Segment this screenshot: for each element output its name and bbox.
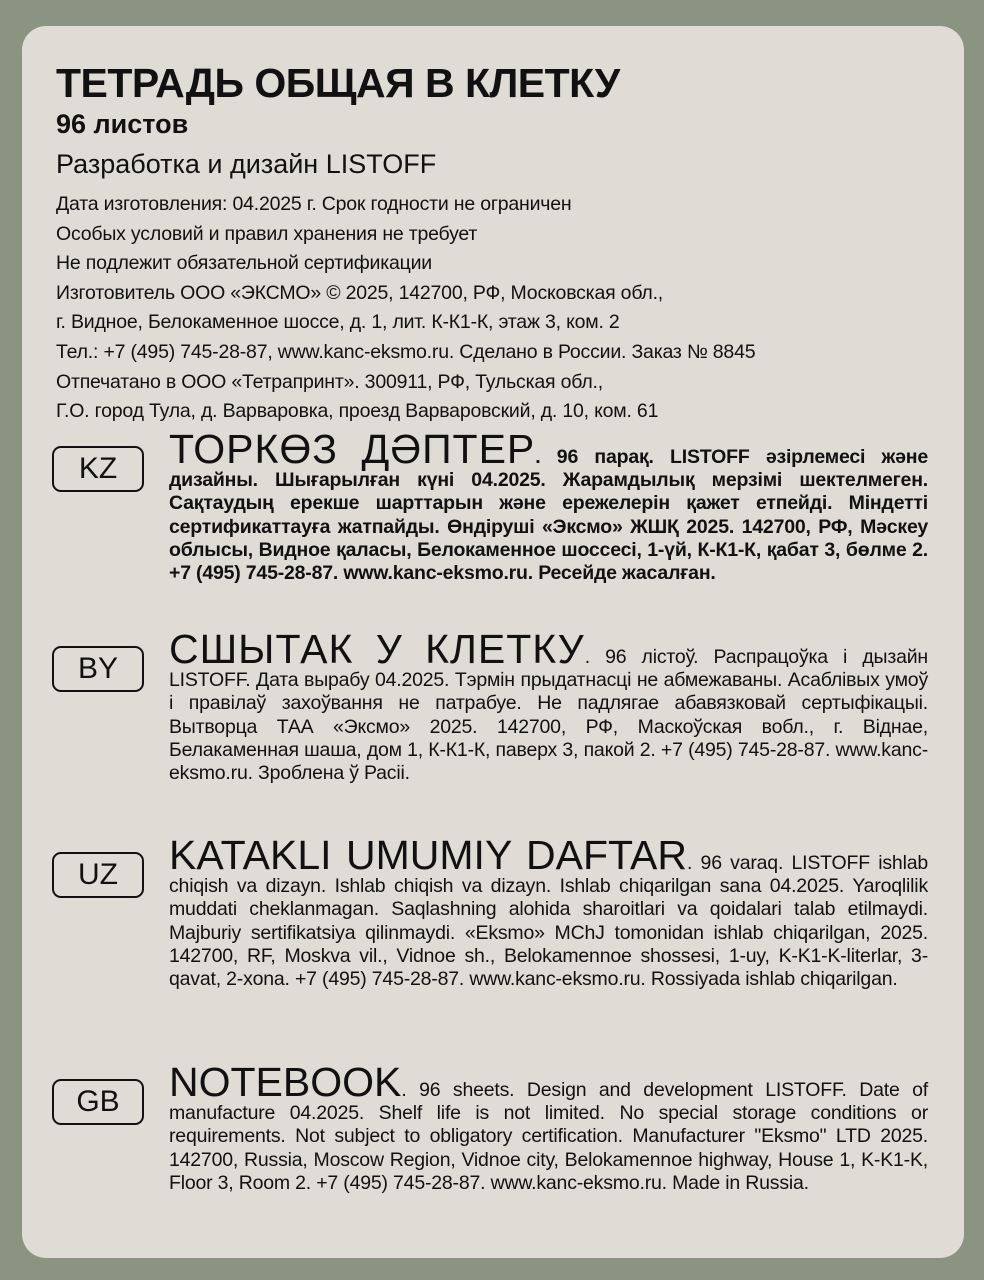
info-line: Особых условий и правил хранения не требует <box>56 222 478 245</box>
page-title: ТЕТРАДЬ ОБЩАЯ В КЛЕТКУ <box>56 60 620 106</box>
info-line: Тел.: +7 (495) 745-28-87, www.kanc-eksmo.ru. Сделано в России. Заказ № 8845 <box>56 340 756 363</box>
section-body-gb: . 96 sheets. Design and development LISTOFF. Date of manufacture 04.2025. Shelf life is not limited. No special storage conditions or requirements. Not subject to obligatory certification. Manufacturer "Eksmo" LTD 2025. 142700, Russia, Moscow Region, Vidnoe city, Belokamennoe highway, House 1, K-K1-K, Floor 3, Room 2. +7 (495) 745-28-87. www.kanc-eksmo.ru. Made in Russia. <box>169 1079 928 1194</box>
section-text-by <box>169 626 929 785</box>
design-credit: Разработка и дизайн LISTOFF <box>56 149 437 179</box>
country-badge-gb: GB <box>52 1079 144 1125</box>
section-text-gb <box>169 1059 928 1195</box>
section-text-uz <box>169 832 928 991</box>
section-body-by: . 96 лістоў. Распрацоўка і дызайн LISTOFF. Дата вырабу 04.2025. Тэрмін прыдатнасці не абмежаваны. Асаблівых умоў і правілаў захоўвання не патрабуе. Не падлягае абавязковай сертыфікацыі. Вытворца ТАА «Эксмо» 2025. 142700, РФ, Маскоўская вобл., г. Віднае, Белакаменная шаша, дом 1, К-К1-К, паверх 3, пакой 2. +7 (495) 745-28-87. www.kanc-eksmo.ru. Зроблена ў Расіі. <box>169 646 929 785</box>
section-body-kz: . 96 парақ. LISTOFF әзірлемесі және дизайны. Шығарылған күні 04.2025. Жарамдылық мерзімі шектелмеген. Сақтаудың ерекше шарттарын және ережелерін қажет етпейді. Міндетті сертификаттауға жатпайды. Өндіруші «Эксмо» ЖШҚ 2025. 142700, РФ, Мәскеу облысы, Видное қаласы, Белокаменное шоссесі, 1-үй, К-К1-К, қабат 3, бөлме 2. +7 (495) 745-28-87. www.kanc-eksmo.ru. Ресейде жасалған. <box>169 446 928 585</box>
section-heading-gb: NOTEBOOK <box>169 1059 402 1105</box>
info-line: г. Видное, Белокаменное шоссе, д. 1, лит. К-К1-К, этаж 3, ком. 2 <box>56 311 620 334</box>
info-line: Дата изготовления: 04.2025 г. Срок годности не ограничен <box>56 193 572 215</box>
label-card <box>22 26 964 1258</box>
sheet-count: 96 листов <box>56 109 189 139</box>
country-badge-by: BY <box>52 646 144 692</box>
country-badge-kz: KZ <box>52 446 144 492</box>
info-line: Г.О. город Тула, д. Варваровка, проезд Варваровский, д. 10, ком. 61 <box>56 400 659 423</box>
product-info <box>56 190 936 427</box>
info-line: Изготовитель ООО «ЭКСМО» © 2025, 142700, РФ, Московская обл., <box>56 281 664 304</box>
section-heading-uz: KATAKLI UMUMIY DAFTAR <box>169 832 688 878</box>
country-badge-uz: UZ <box>52 852 144 898</box>
section-body-uz: . 96 varaq. LISTOFF ishlab chiqish va dizayn. Ishlab chiqish va dizayn. Ishlab chiqarilgan sana 04.2025. Yaroqlilik muddati cheklanmagan. Saqlashning alohida sharoitlari va qoidalari talab etilmaydi. Majburiy sertifikatsiya qilinmaydi. «Eksmo» MChJ tomonidan ishlab chiqarilgan, 2025. 142700, RF, Moskva vil., Vidnoe sh., Belokamennoe shossesi, 1-uy, K-K1-K-literlar, 3-qavat, 2-xona. +7 (495) 745-28-87. www.kanc-eksmo.ru. Rossiyada ishlab chiqarilgan. <box>169 852 928 991</box>
info-line: Отпечатано в ООО «Тетрапринт». 300911, РФ, Тульская обл., <box>56 370 603 393</box>
info-line: Не подлежит обязательной сертификации <box>56 252 432 275</box>
section-heading-by: СШЫТАК У КЛЕТКУ <box>169 626 585 672</box>
section-text-kz <box>169 426 928 585</box>
section-heading-kz: ТОРКӨЗ ДӘПТЕР <box>169 426 536 472</box>
